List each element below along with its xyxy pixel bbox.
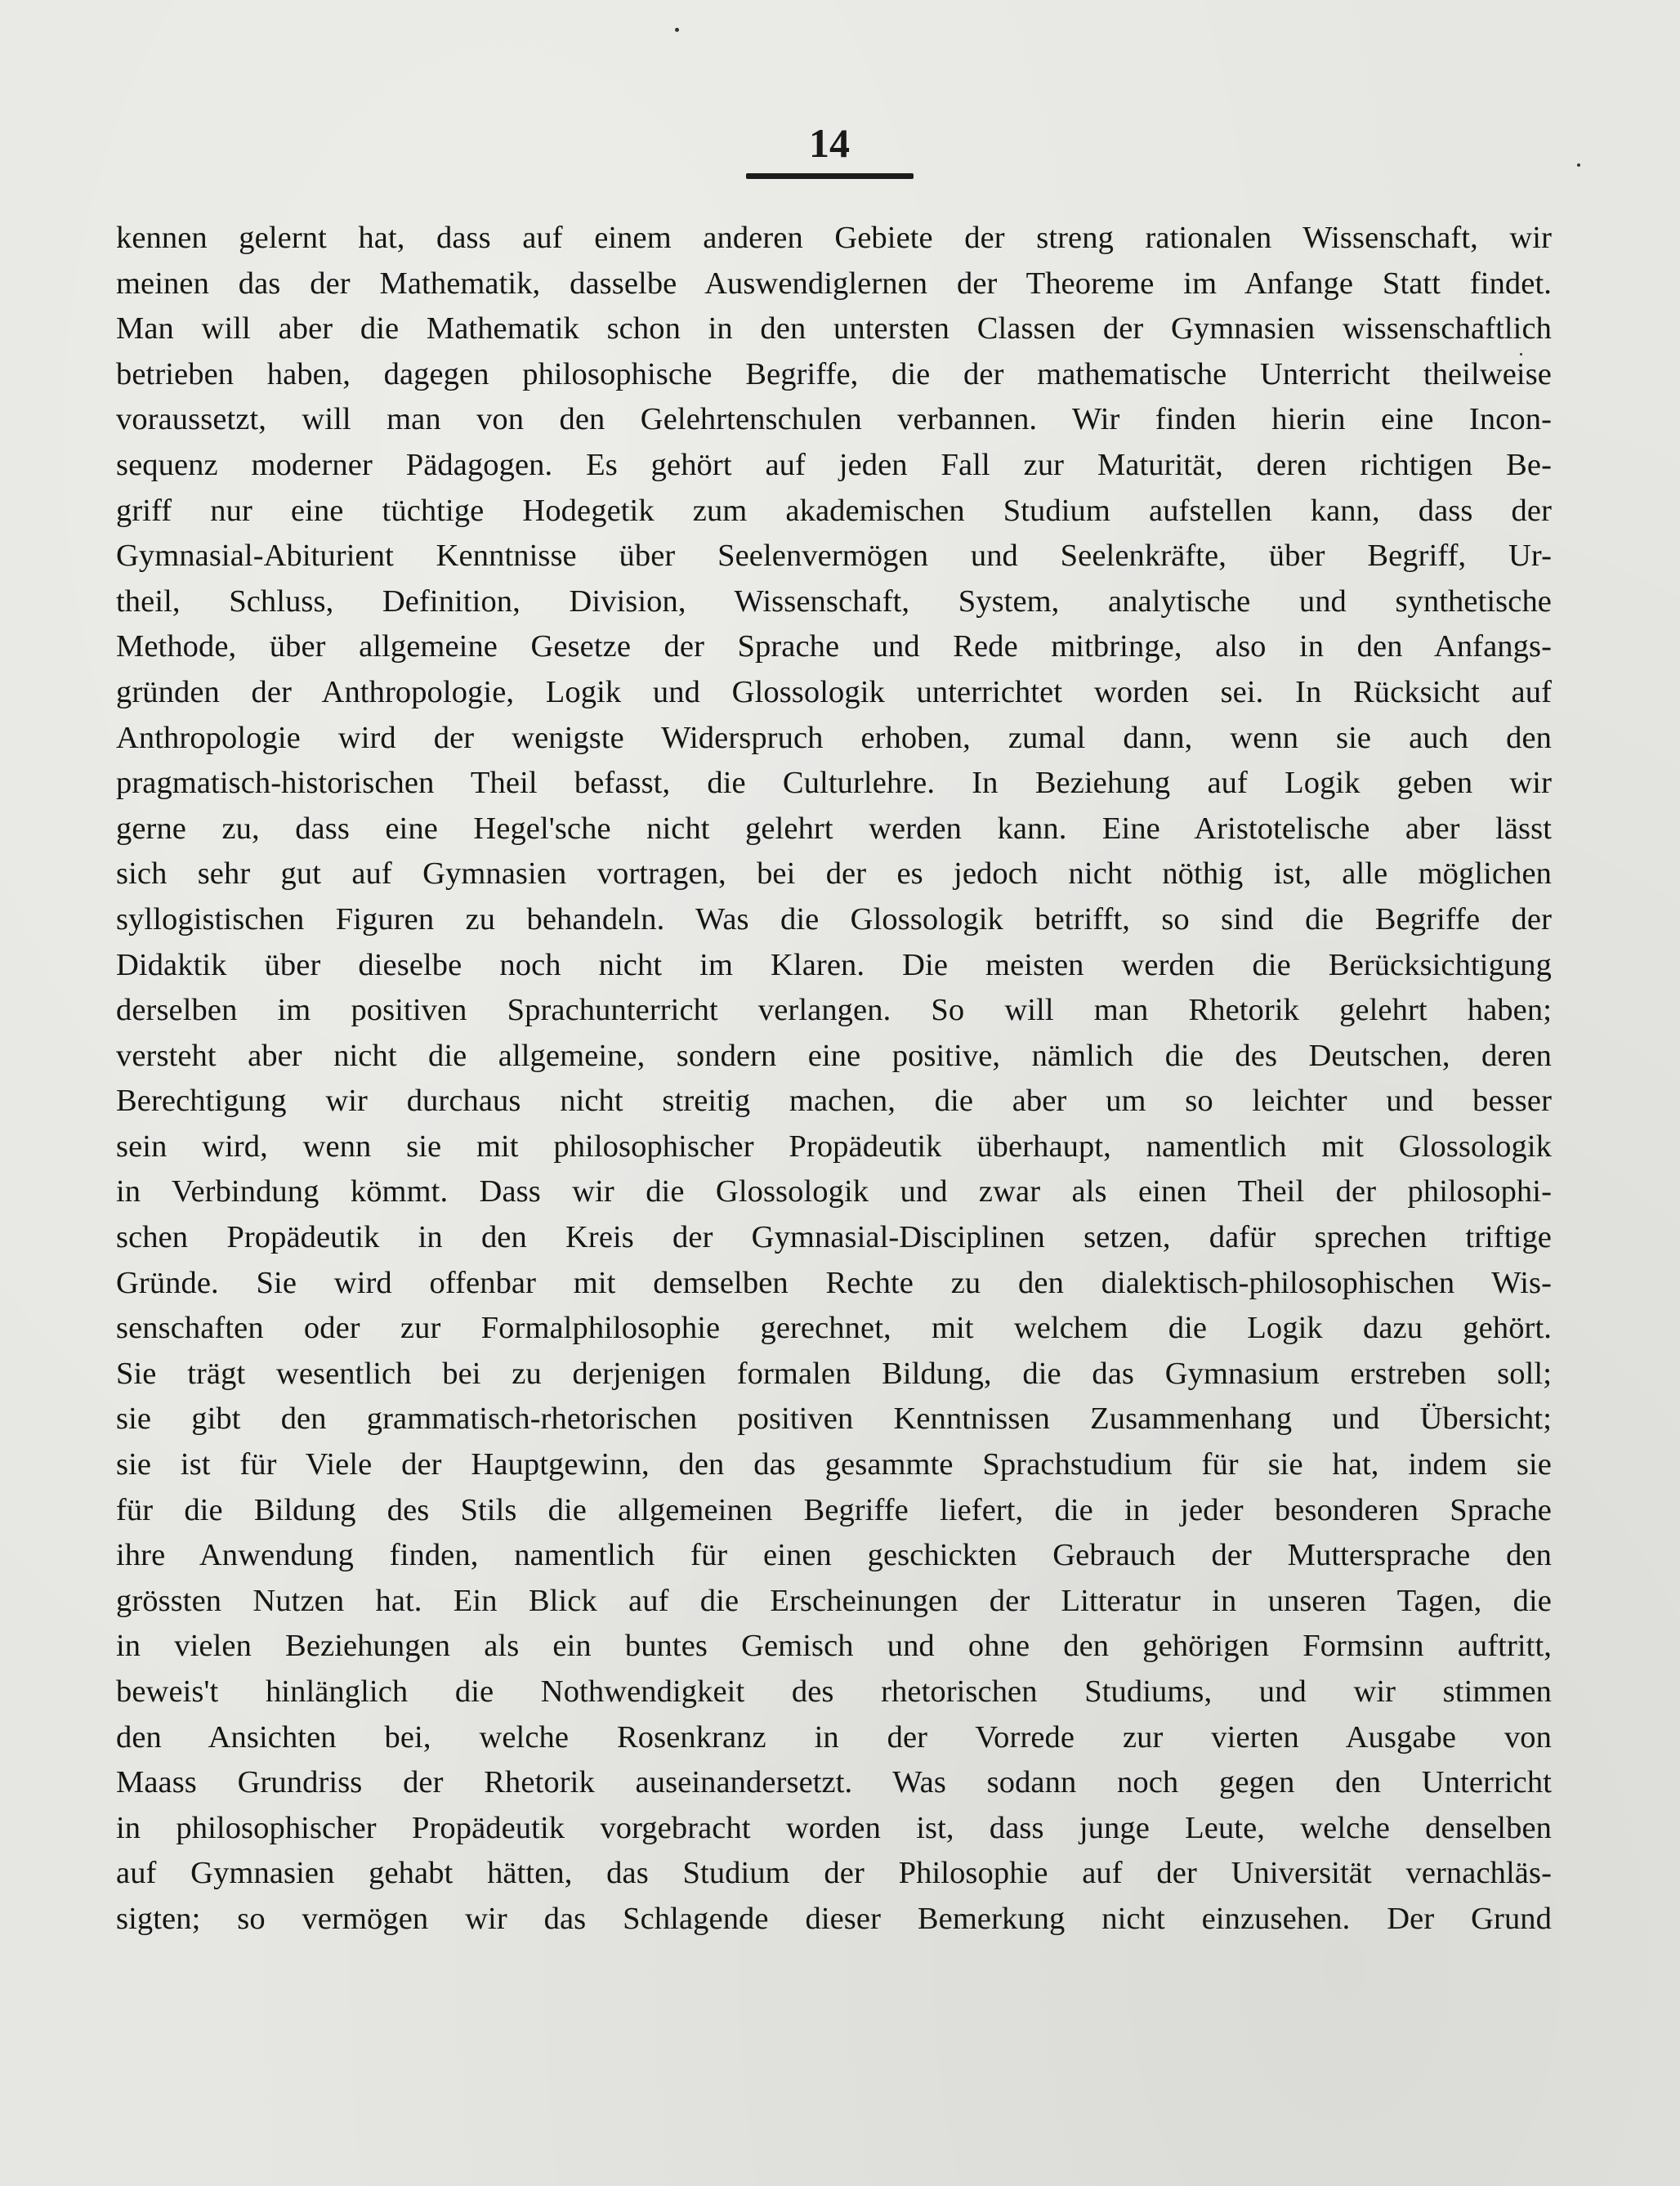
text-line: meinen das der Mathematik, dasselbe Auswendiglernen der Theoreme im Anfange Statt findet. — [116, 266, 1552, 301]
text-line: den Ansichten bei, welche Rosenkranz in der Vorrede zur vierten Ausgabe von — [116, 1719, 1552, 1755]
page-number: 14 — [809, 120, 850, 166]
page-number-rule — [746, 173, 914, 179]
text-line: sigten; so vermögen wir das Schlagende dieser Bemerkung nicht einzusehen. Der Grund — [116, 1901, 1552, 1936]
text-line: grössten Nutzen hat. Ein Blick auf die Erscheinungen der Litteratur in unseren Tagen, die — [116, 1583, 1552, 1618]
text-line: senschaften oder zur Formalphilosophie gerechnet, mit welchem die Logik dazu gehört. — [116, 1311, 1552, 1346]
text-line: sie ist für Viele der Hauptgewinn, den das gesammte Sprachstudium für sie hat, indem sie — [116, 1447, 1552, 1482]
text-line: kennen gelernt hat, dass auf einem anderen Gebiete der streng rationalen Wissenschaft, wir — [116, 221, 1552, 255]
text-line: Sie trägt wesentlich bei zu derjenigen formalen Bildung, die das Gymnasium erstreben soll; — [116, 1356, 1552, 1391]
print-speck — [1520, 353, 1522, 355]
text-line: Didaktik über dieselbe noch nicht im Klaren. Die meisten werden die Berücksichtigung — [116, 947, 1552, 982]
text-line: Gründe. Sie wird offenbar mit demselben Rechte zu den dialektisch-philosophischen Wis- — [116, 1265, 1552, 1300]
text-line: in Verbindung kömmt. Dass wir die Glossologik und zwar als einen Theil der philosophi- — [116, 1174, 1552, 1209]
text-line: Berechtigung wir durchaus nicht streitig machen, die aber um so leichter und besser — [116, 1084, 1552, 1119]
text-line: in philosophischer Propädeutik vorgebracht worden ist, dass junge Leute, welche denselben — [116, 1810, 1552, 1845]
text-line: schen Propädeutik in den Kreis der Gymnasial-Disciplinen setzen, dafür sprechen triftige — [116, 1220, 1552, 1255]
text-line: sequenz moderner Pädagogen. Es gehört auf jeden Fall zur Maturität, deren richtigen Be- — [116, 447, 1552, 482]
body-text — [116, 216, 1552, 1942]
text-line: versteht aber nicht die allgemeine, sondern eine positive, nämlich die des Deutschen, deren — [116, 1038, 1552, 1073]
text-line: derselben im positiven Sprachunterricht verlangen. So will man Rhetorik gelehrt haben; — [116, 993, 1552, 1028]
text-line: beweis't hinlänglich die Nothwendigkeit des rhetorischen Studiums, und wir stimmen — [116, 1674, 1552, 1709]
text-line: sich sehr gut auf Gymnasien vortragen, bei der es jedoch nicht nöthig ist, alle möglichen — [116, 856, 1552, 892]
text-line: sie gibt den grammatisch-rhetorischen positiven Kenntnissen Zusammenhang und Übersicht; — [116, 1401, 1552, 1437]
text-line: gerne zu, dass eine Hegel'sche nicht gelehrt werden kann. Eine Aristotelische aber lässt — [116, 811, 1552, 846]
text-line: Anthropologie wird der wenigste Widerspruch erhoben, zumal dann, wenn sie auch den — [116, 720, 1552, 755]
text-line: betrieben haben, dagegen philosophische Begriffe, die der mathematische Unterricht theilweise — [116, 356, 1552, 391]
print-speck — [1577, 163, 1580, 167]
text-line: voraussetzt, will man von den Gelehrtenschulen verbannen. Wir finden hierin eine Incon- — [116, 402, 1552, 437]
text-line: theil, Schluss, Definition, Division, Wissenschaft, System, analytische und synthetische — [116, 583, 1552, 619]
text-line: ihre Anwendung finden, namentlich für einen geschickten Gebrauch der Muttersprache den — [116, 1538, 1552, 1573]
text-line: pragmatisch-historischen Theil befasst, die Culturlehre. In Beziehung auf Logik geben wir — [116, 766, 1552, 801]
text-line: sein wird, wenn sie mit philosophischer Propädeutik überhaupt, namentlich mit Glossologik — [116, 1129, 1552, 1164]
print-speck — [675, 28, 679, 32]
text-line: auf Gymnasien gehabt hätten, das Studium der Philosophie auf der Universität vernachläs- — [116, 1856, 1552, 1891]
text-line: Gymnasial-Abiturient Kenntnisse über Seelenvermögen und Seelenkräfte, über Begriff, Ur- — [116, 539, 1552, 574]
text-line: gründen der Anthropologie, Logik und Glossologik unterrichtet worden sei. In Rücksicht auf — [116, 674, 1552, 709]
text-line: in vielen Beziehungen als ein buntes Gemisch und ohne den gehörigen Formsinn auftritt, — [116, 1629, 1552, 1664]
text-line: syllogistischen Figuren zu behandeln. Was die Glossologik betrifft, so sind die Begriffe der — [116, 901, 1552, 937]
text-line: Methode, über allgemeine Gesetze der Sprache und Rede mitbringe, also in den Anfangs- — [116, 629, 1552, 664]
text-line: Maass Grundriss der Rhetorik auseinandersetzt. Was sodann noch gegen den Unterricht — [116, 1765, 1552, 1800]
text-line: für die Bildung des Stils die allgemeinen Begriffe liefert, die in jeder besonderen Sprache — [116, 1492, 1552, 1527]
text-line: Man will aber die Mathematik schon in den untersten Classen der Gymnasien wissenschaftlich — [116, 311, 1552, 346]
text-line: griff nur eine tüchtige Hodegetik zum akademischen Studium aufstellen kann, dass der — [116, 493, 1552, 528]
